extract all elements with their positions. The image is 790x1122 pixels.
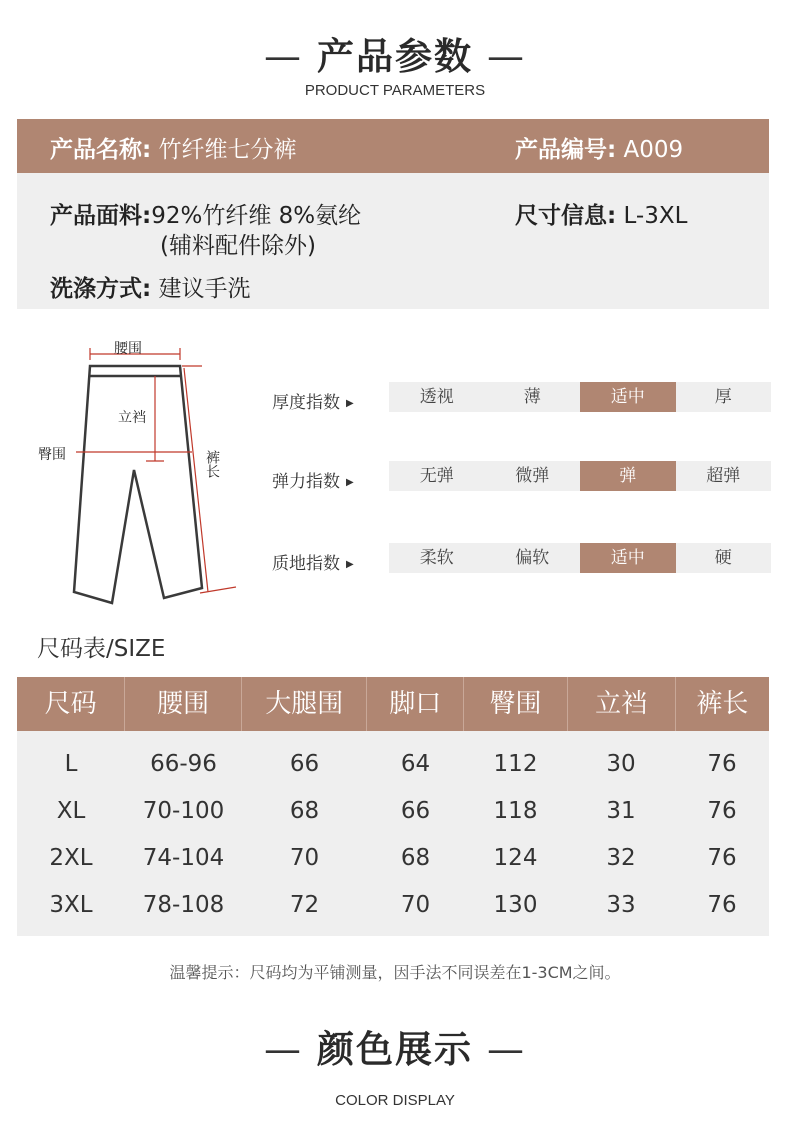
product-details-panel [17, 173, 769, 309]
size-table [17, 677, 769, 936]
color-title-text: 颜色展示 [317, 1028, 473, 1071]
product-header-bar [17, 119, 769, 173]
header-cell-length: 裤长 [675, 677, 769, 731]
elasticity-option-selected: 弹 [580, 461, 676, 491]
diagram-label-hip: 臀围 [38, 447, 66, 463]
params-section-subtitle: PRODUCT PARAMETERS [304, 82, 486, 99]
product-fabric-value: 92%竹纤维 8%氨纶 [151, 203, 362, 229]
table-row [17, 788, 769, 835]
table-cell: 74-104 [142, 845, 225, 871]
texture-option: 硬 [714, 548, 732, 568]
header-cell-size: 尺码 [44, 689, 97, 719]
header-cell-waist: 腰围 [124, 677, 241, 731]
params-title-text: 产品参数 [317, 35, 473, 78]
texture-option: 偏软 [515, 548, 550, 568]
table-cell: 31 [606, 798, 636, 824]
product-fabric-label: 产品面料: [50, 203, 152, 229]
length-tick-bottom [200, 587, 236, 593]
texture-option-selected: 适中 [580, 543, 676, 573]
table-cell: 112 [493, 751, 538, 777]
table-cell: L [64, 751, 78, 777]
table-row [17, 741, 769, 788]
texture-index-bar [389, 543, 771, 573]
triangle-right-icon: ▶ [346, 476, 354, 488]
table-cell: 66-96 [150, 751, 217, 777]
product-name [50, 131, 297, 164]
length-measure-line [184, 368, 208, 592]
table-cell: 70 [289, 845, 320, 871]
color-section-title [0, 1019, 790, 1073]
triangle-right-icon: ▶ [346, 397, 354, 409]
table-cell: 32 [606, 845, 636, 871]
index-label-elasticity-text: 弹力指数 [272, 472, 340, 492]
size-table-body [17, 731, 769, 936]
elasticity-index-bar [389, 461, 771, 491]
title-dash-right: — [487, 35, 526, 78]
title-dash-left: — [264, 1028, 303, 1071]
header-cell-hip: 臀围 [463, 677, 566, 731]
table-cell: 124 [493, 845, 538, 871]
product-size-value: L-3XL [623, 203, 688, 229]
table-cell: 30 [606, 751, 636, 777]
table-cell: 76 [707, 892, 737, 918]
elasticity-option: 超弹 [706, 466, 741, 486]
product-code-value: A009 [623, 137, 684, 163]
product-code [515, 131, 683, 164]
product-fabric-note: (辅料配件除外) [160, 233, 316, 259]
size-table-label: 尺码表/SIZE [37, 636, 166, 662]
diagram-label-length: 裤长 [204, 450, 220, 478]
size-table-header [17, 677, 769, 731]
table-cell: XL [56, 798, 86, 824]
table-cell: 72 [289, 892, 320, 918]
product-name-label: 产品名称: [50, 137, 152, 163]
thickness-option: 透视 [419, 387, 454, 407]
product-size-range [515, 197, 687, 230]
thickness-index-bar [389, 382, 771, 412]
index-label-elasticity [272, 467, 354, 492]
product-wash-label: 洗涤方式: [50, 276, 152, 302]
product-wash-value: 建议手洗 [158, 276, 251, 302]
table-row [17, 882, 769, 929]
table-cell: 70 [400, 892, 431, 918]
index-label-texture-text: 质地指数 [272, 554, 340, 574]
params-section-title [0, 26, 790, 80]
index-label-thickness [272, 388, 354, 413]
product-fabric [50, 197, 361, 230]
table-cell: 3XL [49, 892, 93, 918]
pants-measurement-diagram [30, 330, 250, 615]
header-cell-rise: 立裆 [567, 677, 675, 731]
table-cell: 76 [707, 845, 737, 871]
texture-option: 柔软 [419, 548, 454, 568]
elasticity-option: 微弹 [515, 466, 550, 486]
product-name-value: 竹纤维七分裤 [158, 137, 297, 163]
table-row [17, 835, 769, 882]
color-section-subtitle: COLOR DISPLAY [335, 1092, 455, 1109]
table-cell: 68 [289, 798, 320, 824]
table-cell: 130 [493, 892, 538, 918]
index-label-thickness-text: 厚度指数 [272, 393, 340, 413]
header-cell-thigh: 大腿围 [241, 677, 366, 731]
table-cell: 76 [707, 751, 737, 777]
table-cell: 76 [707, 798, 737, 824]
table-cell: 66 [400, 798, 431, 824]
diagram-label-waist: 腰围 [114, 341, 142, 357]
table-cell: 64 [400, 751, 431, 777]
thickness-option: 薄 [523, 387, 541, 407]
elasticity-option: 无弹 [419, 466, 454, 486]
index-label-texture [272, 549, 354, 574]
table-cell: 33 [606, 892, 636, 918]
pants-outline [74, 366, 202, 603]
product-wash [50, 270, 251, 303]
table-cell: 66 [289, 751, 320, 777]
table-cell: 68 [400, 845, 431, 871]
triangle-right-icon: ▶ [346, 558, 354, 570]
measurement-tip: 温馨提示：尺码均为平铺测量，因手法不同误差在1-3CM之间。 [169, 963, 621, 982]
title-dash-right: — [487, 1028, 526, 1071]
table-cell: 78-108 [142, 892, 225, 918]
table-cell: 2XL [49, 845, 93, 871]
table-cell: 70-100 [142, 798, 225, 824]
header-cell-hem: 脚口 [366, 677, 463, 731]
thickness-option: 厚 [714, 387, 732, 407]
title-dash-left: — [264, 35, 303, 78]
diagram-label-rise: 立裆 [118, 410, 146, 426]
table-cell: 118 [493, 798, 538, 824]
product-code-label: 产品编号: [515, 137, 617, 163]
product-size-label: 尺寸信息: [515, 203, 617, 229]
thickness-option-selected: 适中 [580, 382, 676, 412]
